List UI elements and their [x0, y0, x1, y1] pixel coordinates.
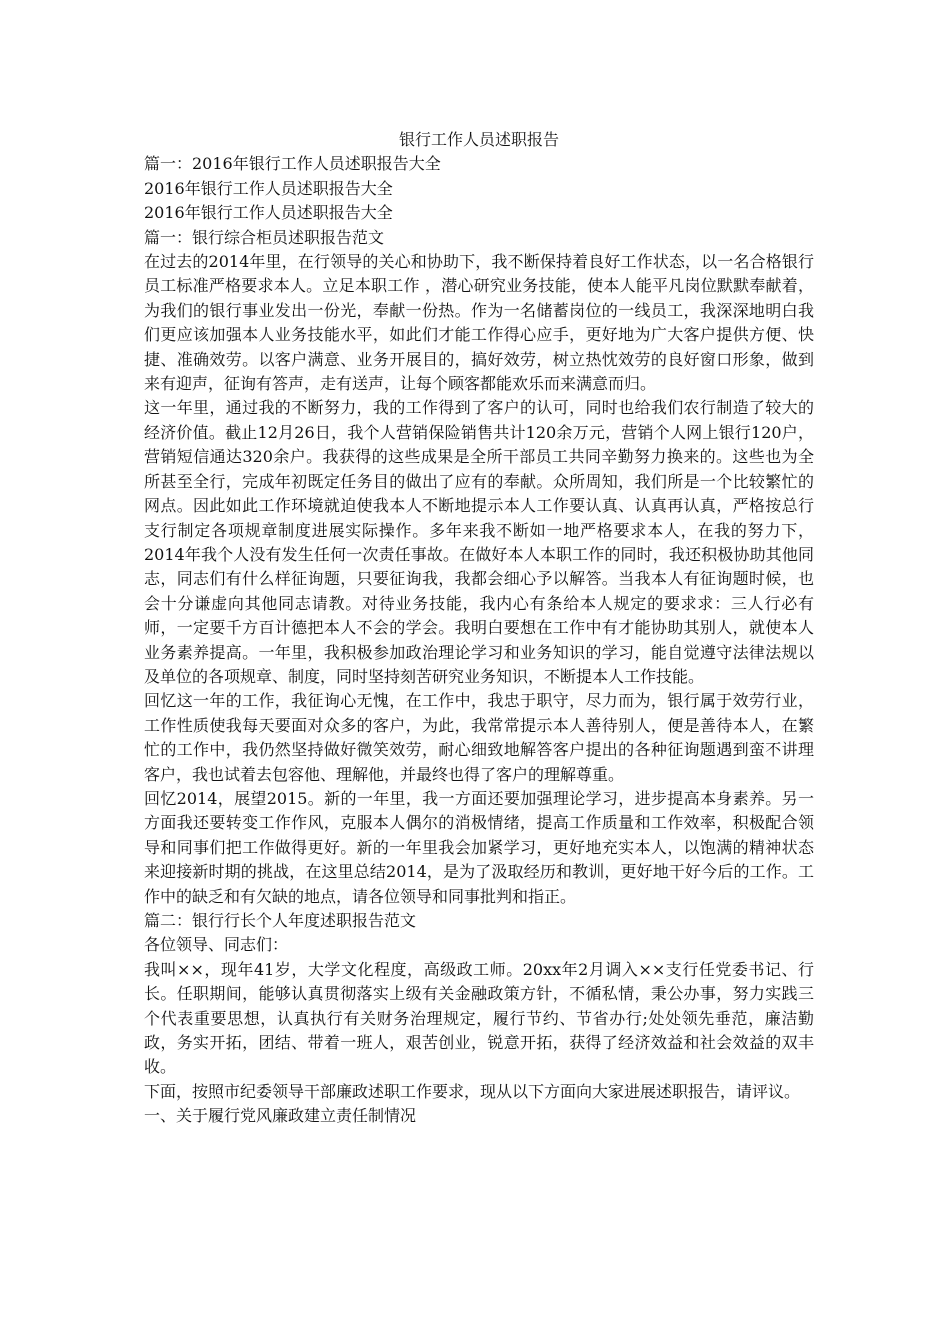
paragraph-5: 在过去的2014年里，在行领导的关心和协助下，我不断保持着良好工作状态，以一名合格银行员工标准严格要求本人。立足本职工作 ，潜心研究业务技能，使本人能平凡岗位默默奉献着，为我们的银行事业发出一份光，奉献一份热。作为一名储蓄岗位的一线员工，我深深地明白我们更应该加强本人业务技能水平，如此们才能工作得心应手，更好地为广大客户提供方便、快捷、准确效劳。以客户满意、业务开展目的，搞好效劳，树立热忱效劳的良好窗口形象，做到来有迎声，征询有答声，走有送声，让每个顾客都能欢乐而来满意而归。	[144, 252, 814, 394]
document-body	[144, 128, 814, 1129]
document-title: 银行工作人员述职报告	[398, 130, 559, 149]
paragraph-12: 下面，按照市纪委领导干部廉政述职工作要求，现从以下方面向大家进展述职报告，请评议。	[144, 1081, 801, 1101]
paragraph-7: 回忆这一年的工作，我征询心无愧，在工作中，我忠于职守，尽力而为，银行属于效劳行业，工作性质使我每天要面对众多的客户，为此，我常常提示本人善待别人，便是善待本人，在繁忙的工作中，我仍然坚持做好微笑效劳，耐心细致地解答客户提出的各种征询题遇到蛮不讲理客户，我也试着去包容他、理解他，并最终也得了客户的理解尊重。	[144, 691, 814, 784]
paragraph-9: 篇二：银行行长个人年度述职报告范文	[144, 911, 417, 930]
paragraph-1: 篇一：2016年银行工作人员述职报告大全	[144, 154, 441, 174]
paragraph-8: 回忆2014，展望2015。新的一年里，我一方面还要加强理论学习，进步提高本身素养。另一方面我还要转变工作作风，克服本人偶尔的消极情绪，提高工作质量和工作效率，积极配合领导和同事们把工作做得更好。新的一年里我会加紧学习，更好地充实本人，以饱满的精神状态来迎接新时期的挑战，在这里总结2014，是为了汲取经历和教训，更好地干好今后的工作。工作中的缺乏和有欠缺的地点，请各位领导和同事批判和指正。	[144, 788, 814, 906]
paragraph-4: 篇一：银行综合柜员述职报告范文	[144, 227, 385, 247]
paragraph-11: 我叫××，现年41岁，大学文化程度，高级政工师。20xx年2月调入××支行任党委书记、行长。任职期间，能够认真贯彻落实上级有关金融政策方针，不循私情，秉公办事，努力实践三个代表重要思想，认真执行有关财务治理规定，履行节约、节省办行;处处领先垂范，廉洁勤政，务实开拓，团结、带着一班人，艰苦创业，锐意开拓，获得了经济效益和社会效益的双丰收。	[144, 959, 814, 1077]
paragraph-3: 2016年银行工作人员述职报告大全	[144, 203, 393, 223]
paragraph-13: 一、关于履行党风廉政建立责任制情况	[144, 1106, 417, 1126]
paragraph-2: 2016年银行工作人员述职报告大全	[144, 178, 393, 198]
paragraph-10: 各位领导、同志们：	[144, 935, 289, 955]
paragraph-6: 这一年里，通过我的不断努力，我的工作得到了客户的认可，同时也给我们农行制造了较大的经济价值。截止12月26日，我个人营销保险销售共计120余万元，营销个人网上银行120户，营销短信通达320余户。我获得的这些成果是全所干部员工共同辛勤努力换来的。这些也为全所甚至全行，完成年初既定任务目的做出了应有的奉献。众所周知，我们所是一个比较繁忙的网点。因此如此工作环境就迫使我本人不断地提示本人工作要认真、认真再认真，严格按总行支行制定各项规章制度进展实际操作。多年来我不断如一地严格要求本人，在我的努力下，2014年我个人没有发生任何一次责任事故。在做好本人本职工作的同时，我还积极协助其他同志，同志们有什么样征询题，只要征询我，我都会细心予以解答。当我本人有征询题时候，也会十分谦虚向其他同志请教。对待业务技能，我内心有条给本人规定的要求求：三人行必有师，一定要千方百计德把本人不会的学会。我明白要想在工作中有才能协助其别人，就使本人业务素养提高。一年里，我积极参加政治理论学习和业务知识的学习，能自觉遵守法律法规以及单位的各项规章、制度，同时坚持刻苦研究业务知识，不断提本人工作技能。	[144, 398, 814, 686]
